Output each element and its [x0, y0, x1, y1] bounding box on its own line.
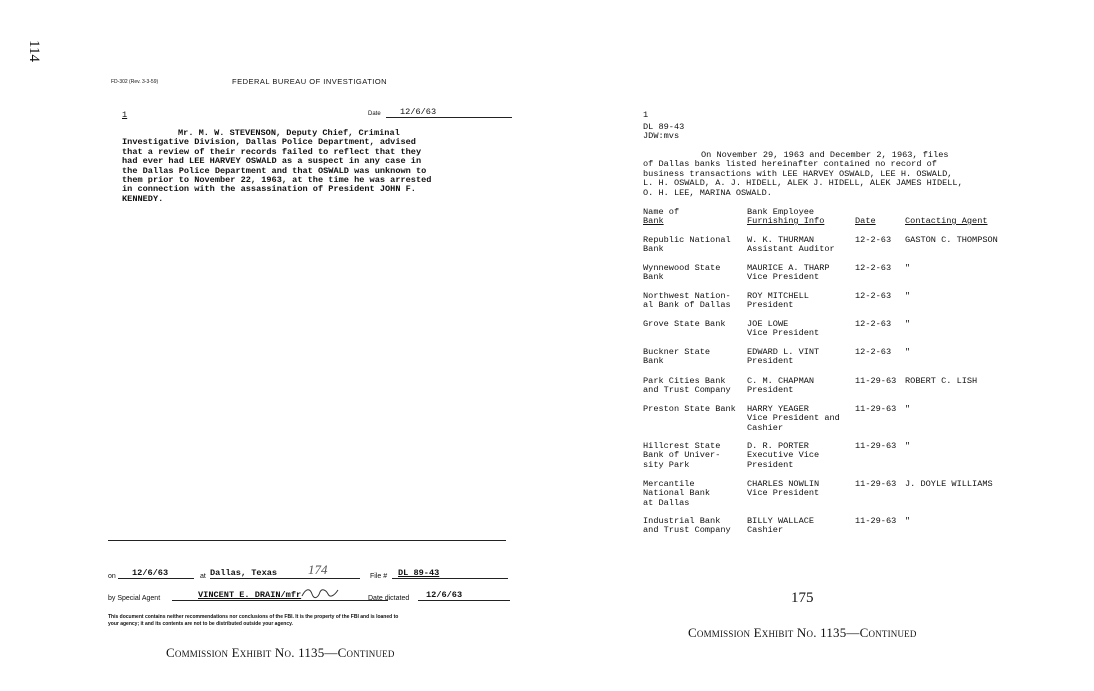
employee-cell: D. R. PORTER Executive Vice President [747, 441, 820, 470]
date-cell: 12-2-63 [855, 235, 892, 245]
memo-line: in connection with the assassination of President JOHN F. [122, 184, 416, 195]
bank-name-cell: Grove State Bank [643, 319, 726, 329]
intro-line: business transactions with LEE HARVEY OSWALD, LEE H. OSWALD, [643, 168, 953, 179]
right-page-number: 175 [791, 590, 814, 606]
bank-name-cell: Republic National Bank [643, 235, 731, 255]
date-label: Date [368, 111, 381, 117]
right-page-marker: 1 [643, 110, 649, 120]
file-value: DL 89-43 [392, 569, 508, 579]
employee-cell: ROY MITCHELL President [747, 291, 809, 311]
intro-line: L. H. OSWALD, A. J. HIDELL, ALEK J. HIDELL, ALEK JAMES HIDELL, [643, 178, 963, 189]
date-cell: 12-2-63 [855, 347, 892, 357]
employee-cell: W. K. THURMAN Assistant Auditor [747, 235, 835, 255]
footer-divider [108, 540, 506, 541]
date-cell: 12-2-63 [855, 291, 892, 301]
handwritten-number: 174 [308, 562, 328, 577]
col-employee-header-1: Bank Employee [747, 207, 815, 217]
employee-cell: EDWARD L. VINT President [747, 347, 820, 367]
dictated-label: Date dictated [368, 595, 410, 602]
typist-initials: JDW:mvs [643, 131, 680, 141]
agency-title: FEDERAL BUREAU OF INVESTIGATION [232, 77, 388, 86]
on-label: on [108, 573, 116, 580]
bank-name-cell: Park Cities Bank and Trust Company [643, 376, 731, 396]
left-exhibit-caption: Commission Exhibit No. 1135—Continued [166, 645, 395, 660]
at-label: at [200, 573, 206, 580]
employee-cell: BILLY WALLACE Cashier [747, 516, 815, 536]
bank-name-cell: Wynnewood State Bank [643, 263, 721, 283]
intro-line: On November 29, 1963 and December 2, 1963, files [701, 150, 949, 160]
col-agent-header: Contacting Agent [905, 216, 988, 226]
agent-cell: " [905, 441, 911, 451]
date-cell: 11-29-63 [855, 516, 897, 526]
file-reference: DL 89-43 [643, 122, 685, 132]
agent-cell: GASTON C. THOMPSON [905, 235, 998, 245]
bank-name-cell: Preston State Bank [643, 404, 736, 414]
agent-cell: ROBERT C. LISH [905, 376, 978, 386]
agent-cell: " [905, 319, 911, 329]
bank-name-cell: Buckner State Bank [643, 347, 711, 367]
date-cell: 11-29-63 [855, 404, 897, 414]
intro-line: O. H. LEE, MARINA OSWALD. [643, 187, 772, 198]
date-cell: 11-29-63 [855, 441, 897, 451]
employee-cell: MAURICE A. THARP Vice President [747, 263, 830, 283]
memo-line: had ever had LEE HARVEY OSWALD as a suspect in any case in [122, 156, 422, 167]
file-label: File # [370, 573, 388, 580]
memo-line: KENNEDY. [122, 193, 164, 204]
employee-cell: HARRY YEAGER Vice President and Cashier [747, 404, 840, 433]
agent-cell: " [905, 516, 911, 526]
on-value: 12/6/63 [118, 569, 194, 579]
dictated-value: 12/6/63 [418, 591, 510, 601]
agent-cell: " [905, 347, 911, 357]
memo-line: them prior to November 22, 1963, at the time he was arrested [122, 175, 432, 185]
col-bank-header-2: Bank [643, 216, 664, 226]
agent-label: by Special Agent [108, 595, 161, 602]
agent-cell: " [905, 404, 911, 414]
left-page-marker: 1 [122, 110, 128, 120]
col-date-header: Date [855, 216, 876, 226]
memo-line: Mr. M. W. STEVENSON, Deputy Chief, Criminal [178, 128, 400, 138]
agent-cell: J. DOYLE WILLIAMS [905, 479, 993, 489]
date-cell: 12-2-63 [855, 319, 892, 329]
date-value: 12/6/63 [386, 108, 512, 118]
employee-cell: CHARLES NOWLIN Vice President [747, 479, 820, 499]
bank-name-cell: Hillcrest State Bank of Univer- sity Park [643, 441, 721, 470]
agent-value: VINCENT E. DRAIN/mfr [172, 591, 388, 601]
col-bank-header-1: Name of [643, 207, 680, 217]
employee-cell: JOE LOWE Vice President [747, 319, 820, 339]
date-cell: 12-2-63 [855, 263, 892, 273]
date-cell: 11-29-63 [855, 376, 897, 386]
signature-scribble [300, 584, 342, 602]
memo-line: the Dallas Police Department and that OSWALD was unknown to [122, 165, 427, 176]
form-id: FD-302 (Rev. 3-3-59) [111, 79, 159, 85]
bank-name-cell: Northwest Nation- al Bank of Dallas [643, 291, 731, 311]
disclaimer-line-1: This document contains neither recommendations nor conclusions of the FBI. It is the property of the FBI and is loaned to [108, 614, 399, 620]
right-exhibit-caption: Commission Exhibit No. 1135—Continued [688, 625, 917, 640]
agent-cell: " [905, 291, 911, 301]
memo-line: that a review of their records failed to reflect that they [122, 146, 422, 157]
left-page-number: 114 [26, 40, 42, 62]
bank-name-cell: Mercantile National Bank at Dallas [643, 479, 711, 508]
date-cell: 11-29-63 [855, 479, 897, 489]
disclaimer-line-2: your agency; it and its contents are not to be distributed outside your agency. [108, 621, 293, 627]
col-employee-header-2: Furnishing Info [747, 216, 825, 226]
memo-line: Investigative Division, Dallas Police Department, advised [122, 137, 416, 148]
employee-cell: C. M. CHAPMAN President [747, 376, 815, 396]
at-value: Dallas, Texas [210, 569, 360, 579]
intro-line: of Dallas banks listed hereinafter contained no record of [643, 159, 937, 170]
bank-name-cell: Industrial Bank and Trust Company [643, 516, 731, 536]
agent-cell: " [905, 263, 911, 273]
